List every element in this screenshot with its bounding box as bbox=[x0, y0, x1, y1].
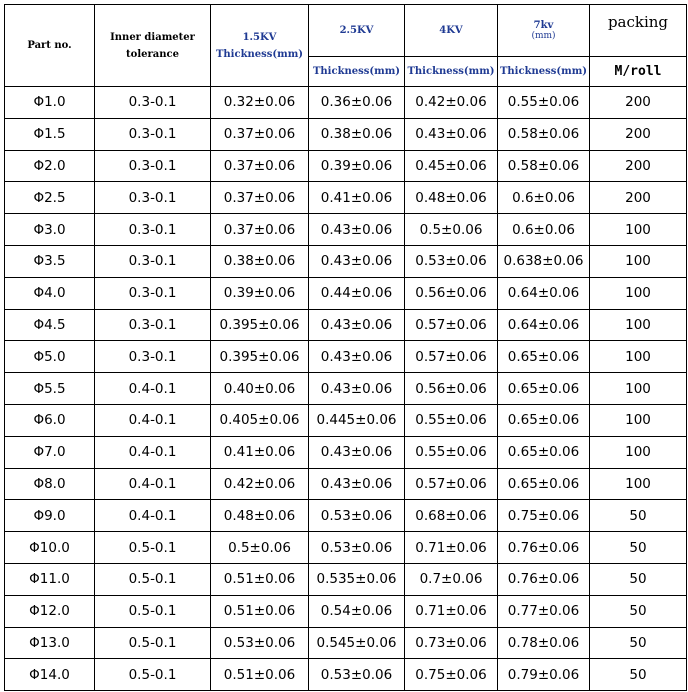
thickness-1-5kv-cell: 0.37±0.06 bbox=[211, 118, 309, 150]
thickness-7kv-cell: 0.64±0.06 bbox=[498, 309, 590, 341]
table-row bbox=[5, 595, 687, 627]
thickness-2-5kv-cell: 0.36±0.06 bbox=[309, 87, 405, 119]
table-row bbox=[5, 309, 687, 341]
thickness-1-5kv-cell: 0.395±0.06 bbox=[211, 341, 309, 373]
thickness-4kv-cell: 0.57±0.06 bbox=[405, 468, 498, 500]
thickness-4kv-cell: 0.56±0.06 bbox=[405, 277, 498, 309]
thickness-2-5kv-cell: 0.43±0.06 bbox=[309, 468, 405, 500]
packing-cell: 50 bbox=[590, 500, 687, 532]
packing-cell: 100 bbox=[590, 373, 687, 405]
thickness-2-5kv-cell: 0.41±0.06 bbox=[309, 182, 405, 214]
thickness-1-5kv-cell: 0.37±0.06 bbox=[211, 182, 309, 214]
thickness-4kv-cell: 0.75±0.06 bbox=[405, 659, 498, 691]
header-4kv-thickness: Thickness(mm) bbox=[405, 57, 498, 87]
inner-tolerance-cell: 0.3-0.1 bbox=[95, 309, 211, 341]
thickness-7kv-cell: 0.65±0.06 bbox=[498, 341, 590, 373]
thickness-1-5kv-cell: 0.405±0.06 bbox=[211, 404, 309, 436]
table-row bbox=[5, 563, 687, 595]
thickness-1-5kv-cell: 0.37±0.06 bbox=[211, 214, 309, 246]
thickness-4kv-cell: 0.71±0.06 bbox=[405, 532, 498, 564]
thickness-2-5kv-cell: 0.53±0.06 bbox=[309, 659, 405, 691]
thickness-4kv-cell: 0.56±0.06 bbox=[405, 373, 498, 405]
packing-cell: 100 bbox=[590, 277, 687, 309]
thickness-4kv-cell: 0.43±0.06 bbox=[405, 118, 498, 150]
thickness-7kv-cell: 0.638±0.06 bbox=[498, 245, 590, 277]
thickness-2-5kv-cell: 0.54±0.06 bbox=[309, 595, 405, 627]
thickness-1-5kv-cell: 0.41±0.06 bbox=[211, 436, 309, 468]
thickness-1-5kv-cell: 0.32±0.06 bbox=[211, 87, 309, 119]
inner-tolerance-cell: 0.3-0.1 bbox=[95, 150, 211, 182]
table-row bbox=[5, 150, 687, 182]
packing-cell: 100 bbox=[590, 404, 687, 436]
header-inner-tolerance-line1: Inner diameter bbox=[110, 31, 195, 43]
thickness-4kv-cell: 0.57±0.06 bbox=[405, 309, 498, 341]
thickness-2-5kv-cell: 0.44±0.06 bbox=[309, 277, 405, 309]
part-number-cell: Φ11.0 bbox=[5, 563, 95, 595]
thickness-1-5kv-cell: 0.37±0.06 bbox=[211, 150, 309, 182]
header-packing-unit: M/roll bbox=[590, 57, 687, 87]
packing-cell: 50 bbox=[590, 595, 687, 627]
part-number-cell: Φ4.5 bbox=[5, 309, 95, 341]
inner-tolerance-cell: 0.4-0.1 bbox=[95, 373, 211, 405]
part-number-cell: Φ5.5 bbox=[5, 373, 95, 405]
thickness-2-5kv-cell: 0.535±0.06 bbox=[309, 563, 405, 595]
thickness-1-5kv-cell: 0.48±0.06 bbox=[211, 500, 309, 532]
part-number-cell: Φ2.0 bbox=[5, 150, 95, 182]
thickness-2-5kv-cell: 0.445±0.06 bbox=[309, 404, 405, 436]
table-row bbox=[5, 214, 687, 246]
header-4kv: 4KV bbox=[405, 5, 498, 57]
thickness-7kv-cell: 0.78±0.06 bbox=[498, 627, 590, 659]
table-row bbox=[5, 87, 687, 119]
thickness-7kv-cell: 0.65±0.06 bbox=[498, 404, 590, 436]
inner-tolerance-cell: 0.4-0.1 bbox=[95, 500, 211, 532]
table-row bbox=[5, 182, 687, 214]
thickness-7kv-cell: 0.79±0.06 bbox=[498, 659, 590, 691]
table-row bbox=[5, 627, 687, 659]
table-row bbox=[5, 245, 687, 277]
thickness-4kv-cell: 0.55±0.06 bbox=[405, 436, 498, 468]
thickness-1-5kv-cell: 0.51±0.06 bbox=[211, 659, 309, 691]
inner-tolerance-cell: 0.3-0.1 bbox=[95, 182, 211, 214]
thickness-2-5kv-cell: 0.38±0.06 bbox=[309, 118, 405, 150]
thickness-1-5kv-cell: 0.51±0.06 bbox=[211, 595, 309, 627]
header-packing: packing bbox=[590, 5, 687, 57]
inner-tolerance-cell: 0.3-0.1 bbox=[95, 277, 211, 309]
part-number-cell: Φ3.0 bbox=[5, 214, 95, 246]
thickness-7kv-cell: 0.65±0.06 bbox=[498, 468, 590, 500]
thickness-4kv-cell: 0.71±0.06 bbox=[405, 595, 498, 627]
inner-tolerance-cell: 0.4-0.1 bbox=[95, 436, 211, 468]
header-7kv bbox=[498, 5, 590, 57]
table-row bbox=[5, 118, 687, 150]
table-row bbox=[5, 532, 687, 564]
inner-tolerance-cell: 0.3-0.1 bbox=[95, 341, 211, 373]
header-7kv-unit: (mm) bbox=[531, 31, 556, 41]
packing-cell: 200 bbox=[590, 118, 687, 150]
packing-cell: 100 bbox=[590, 468, 687, 500]
table-row bbox=[5, 373, 687, 405]
part-number-cell: Φ2.5 bbox=[5, 182, 95, 214]
thickness-2-5kv-cell: 0.43±0.06 bbox=[309, 309, 405, 341]
packing-cell: 200 bbox=[590, 87, 687, 119]
packing-cell: 100 bbox=[590, 245, 687, 277]
thickness-4kv-cell: 0.7±0.06 bbox=[405, 563, 498, 595]
part-number-cell: Φ12.0 bbox=[5, 595, 95, 627]
thickness-1-5kv-cell: 0.5±0.06 bbox=[211, 532, 309, 564]
thickness-7kv-cell: 0.77±0.06 bbox=[498, 595, 590, 627]
spec-table bbox=[4, 4, 687, 691]
thickness-2-5kv-cell: 0.545±0.06 bbox=[309, 627, 405, 659]
header-7kv-label: 7kv bbox=[533, 20, 554, 31]
part-number-cell: Φ9.0 bbox=[5, 500, 95, 532]
table-header bbox=[5, 5, 687, 87]
thickness-4kv-cell: 0.5±0.06 bbox=[405, 214, 498, 246]
inner-tolerance-cell: 0.3-0.1 bbox=[95, 87, 211, 119]
packing-cell: 100 bbox=[590, 214, 687, 246]
thickness-7kv-cell: 0.65±0.06 bbox=[498, 436, 590, 468]
thickness-7kv-cell: 0.58±0.06 bbox=[498, 118, 590, 150]
inner-tolerance-cell: 0.4-0.1 bbox=[95, 404, 211, 436]
thickness-2-5kv-cell: 0.43±0.06 bbox=[309, 245, 405, 277]
inner-tolerance-cell: 0.5-0.1 bbox=[95, 532, 211, 564]
thickness-7kv-cell: 0.58±0.06 bbox=[498, 150, 590, 182]
thickness-7kv-cell: 0.76±0.06 bbox=[498, 563, 590, 595]
part-number-cell: Φ13.0 bbox=[5, 627, 95, 659]
header-part-no: Part no. bbox=[5, 5, 95, 87]
header-7kv-thickness: Thickness(mm) bbox=[498, 57, 590, 87]
packing-cell: 50 bbox=[590, 659, 687, 691]
inner-tolerance-cell: 0.3-0.1 bbox=[95, 245, 211, 277]
thickness-4kv-cell: 0.73±0.06 bbox=[405, 627, 498, 659]
packing-cell: 100 bbox=[590, 436, 687, 468]
thickness-1-5kv-cell: 0.39±0.06 bbox=[211, 277, 309, 309]
part-number-cell: Φ3.5 bbox=[5, 245, 95, 277]
inner-tolerance-cell: 0.3-0.1 bbox=[95, 118, 211, 150]
thickness-7kv-cell: 0.64±0.06 bbox=[498, 277, 590, 309]
table-body bbox=[5, 87, 687, 691]
thickness-2-5kv-cell: 0.53±0.06 bbox=[309, 532, 405, 564]
thickness-1-5kv-cell: 0.53±0.06 bbox=[211, 627, 309, 659]
thickness-7kv-cell: 0.6±0.06 bbox=[498, 214, 590, 246]
thickness-2-5kv-cell: 0.43±0.06 bbox=[309, 214, 405, 246]
part-number-cell: Φ10.0 bbox=[5, 532, 95, 564]
thickness-7kv-cell: 0.55±0.06 bbox=[498, 87, 590, 119]
thickness-4kv-cell: 0.53±0.06 bbox=[405, 245, 498, 277]
part-number-cell: Φ4.0 bbox=[5, 277, 95, 309]
header-2-5kv: 2.5KV bbox=[309, 5, 405, 57]
header-2-5kv-thickness: Thickness(mm) bbox=[309, 57, 405, 87]
thickness-2-5kv-cell: 0.43±0.06 bbox=[309, 373, 405, 405]
table-row bbox=[5, 659, 687, 691]
thickness-1-5kv-cell: 0.395±0.06 bbox=[211, 309, 309, 341]
packing-cell: 200 bbox=[590, 182, 687, 214]
header-1-5kv-label: 1.5KV bbox=[242, 31, 277, 43]
table-row bbox=[5, 277, 687, 309]
inner-tolerance-cell: 0.5-0.1 bbox=[95, 595, 211, 627]
part-number-cell: Φ14.0 bbox=[5, 659, 95, 691]
part-number-cell: Φ5.0 bbox=[5, 341, 95, 373]
header-1-5kv bbox=[211, 5, 309, 87]
thickness-4kv-cell: 0.57±0.06 bbox=[405, 341, 498, 373]
inner-tolerance-cell: 0.4-0.1 bbox=[95, 468, 211, 500]
thickness-4kv-cell: 0.42±0.06 bbox=[405, 87, 498, 119]
packing-cell: 100 bbox=[590, 309, 687, 341]
thickness-4kv-cell: 0.48±0.06 bbox=[405, 182, 498, 214]
header-inner-tolerance bbox=[95, 5, 211, 87]
packing-cell: 50 bbox=[590, 627, 687, 659]
table-row bbox=[5, 436, 687, 468]
thickness-2-5kv-cell: 0.53±0.06 bbox=[309, 500, 405, 532]
thickness-1-5kv-cell: 0.40±0.06 bbox=[211, 373, 309, 405]
thickness-1-5kv-cell: 0.42±0.06 bbox=[211, 468, 309, 500]
table-row bbox=[5, 500, 687, 532]
packing-cell: 50 bbox=[590, 563, 687, 595]
thickness-4kv-cell: 0.45±0.06 bbox=[405, 150, 498, 182]
packing-cell: 50 bbox=[590, 532, 687, 564]
thickness-7kv-cell: 0.76±0.06 bbox=[498, 532, 590, 564]
table-row bbox=[5, 404, 687, 436]
thickness-2-5kv-cell: 0.43±0.06 bbox=[309, 341, 405, 373]
thickness-7kv-cell: 0.65±0.06 bbox=[498, 373, 590, 405]
inner-tolerance-cell: 0.5-0.1 bbox=[95, 563, 211, 595]
header-1-5kv-thickness: Thickness(mm) bbox=[215, 48, 304, 60]
part-number-cell: Φ7.0 bbox=[5, 436, 95, 468]
packing-cell: 200 bbox=[590, 150, 687, 182]
inner-tolerance-cell: 0.5-0.1 bbox=[95, 627, 211, 659]
part-number-cell: Φ8.0 bbox=[5, 468, 95, 500]
thickness-1-5kv-cell: 0.51±0.06 bbox=[211, 563, 309, 595]
part-number-cell: Φ1.0 bbox=[5, 87, 95, 119]
part-number-cell: Φ1.5 bbox=[5, 118, 95, 150]
thickness-2-5kv-cell: 0.43±0.06 bbox=[309, 436, 405, 468]
packing-cell: 100 bbox=[590, 341, 687, 373]
thickness-1-5kv-cell: 0.38±0.06 bbox=[211, 245, 309, 277]
thickness-4kv-cell: 0.68±0.06 bbox=[405, 500, 498, 532]
thickness-4kv-cell: 0.55±0.06 bbox=[405, 404, 498, 436]
inner-tolerance-cell: 0.5-0.1 bbox=[95, 659, 211, 691]
thickness-7kv-cell: 0.75±0.06 bbox=[498, 500, 590, 532]
table-row bbox=[5, 341, 687, 373]
header-inner-tolerance-line2: tolerance bbox=[126, 48, 179, 60]
part-number-cell: Φ6.0 bbox=[5, 404, 95, 436]
thickness-7kv-cell: 0.6±0.06 bbox=[498, 182, 590, 214]
table-row bbox=[5, 468, 687, 500]
inner-tolerance-cell: 0.3-0.1 bbox=[95, 214, 211, 246]
thickness-2-5kv-cell: 0.39±0.06 bbox=[309, 150, 405, 182]
